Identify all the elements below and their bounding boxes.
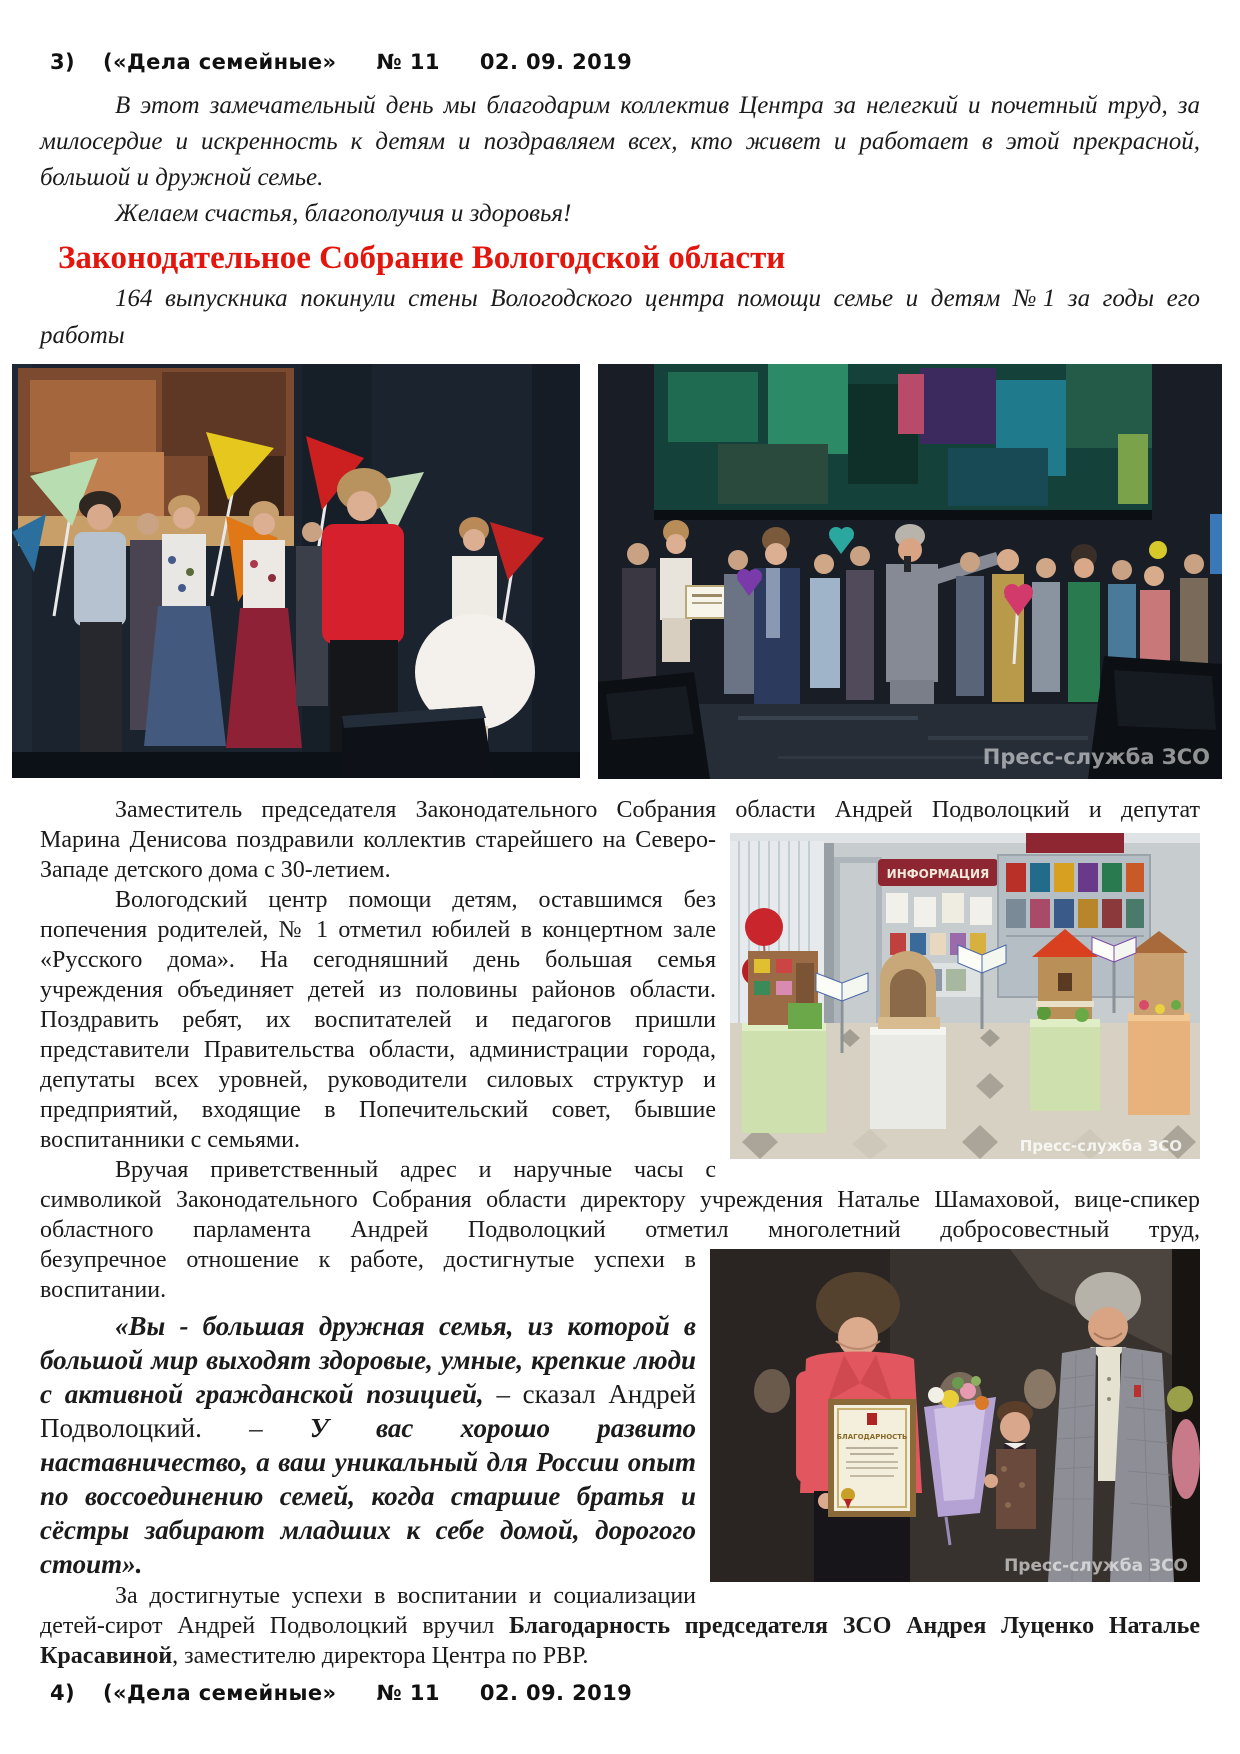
header-date: 02. 09. 2019 [479, 50, 633, 74]
paragraph-gratitude [40, 1581, 1200, 1671]
page-footer [50, 1681, 1200, 1705]
lead-paragraph: 164 выпускника покинули стены Вологодского центра помощи семье и детям №1 за годы его работы [40, 285, 1200, 349]
photo-stage-group [598, 364, 1222, 779]
intro-paragraph: В этот замечательный день мы благодарим коллектив Центра за нелегкий и почетный труд, за милосердие и искренность к детям и поздравляем всех, кто живет и работает в этой прекрасной, большой и дружной семье. [40, 92, 1200, 191]
photo-row [12, 364, 1228, 779]
pedestal-birdhouse [1030, 929, 1100, 1111]
gratitude-text-end: , заместителю директора Центра по РВР. [172, 1643, 589, 1669]
stage-monitor [342, 706, 494, 778]
photo-exhibition [730, 833, 1200, 1159]
gratitude-certificate [828, 1399, 916, 1517]
footer-gazette-title: («Дела семейные» [103, 1681, 337, 1705]
press-service-watermark: Пресс-служба ЗСО [982, 745, 1210, 769]
paragraph-award-watch-end-text: безупречное отношение к работе, достигнутые успехи в воспитании. [40, 1247, 696, 1303]
article-body [40, 795, 1200, 1671]
led-screen [654, 364, 1152, 520]
quote-part1: «Вы - большая дружная семья, из которой в большой мир выходят здоровые, умные, крепкие люди с активной гражданской позицией, [40, 1311, 696, 1409]
quote-attribution: – сказал Андрей Подволоцкий. – [40, 1379, 697, 1443]
paragraph-center-history: Вологодский центр помощи детям, оставшимся без попечения родителей, № 1 отметил юбилей в концертном зале «Русского дома». На сегодняшний день большая семья учреждения объединяет детей из половины районов области. Поздравить ребят, их воспитателей и педагогов пришли представители Правительства области, администрации города, депутаты всех уровней, руководители силовых структур и предприятий, входящие в Попечительский совет, бывшие воспитанники с семьями. [40, 887, 716, 1153]
pedestal-wooden-house [870, 951, 946, 1129]
article-heading: Законодательное Собрание Вологодской области [58, 240, 786, 276]
information-banner-label: ИНФОРМАЦИЯ [886, 867, 990, 881]
press-service-watermark: Пресс-служба ЗСО [1004, 1556, 1188, 1576]
footer-page-number: 4) [50, 1681, 76, 1705]
pedestal-orange [1128, 931, 1190, 1115]
gratitude-text-start: За достигнутые успехи в воспитании и социализации детей-сирот Андрей Подволоцкий вручил [40, 1583, 696, 1639]
page-header [50, 50, 1200, 74]
paragraph-greeting-line1: Заместитель председателя Законодательного Собрания области Андрей Подволоцкий и депутат [115, 797, 1200, 823]
header-issue-number: № 11 [376, 50, 440, 74]
upper-red-banner [1026, 833, 1124, 853]
photo-award [710, 1249, 1200, 1582]
footer-date: 02. 09. 2019 [479, 1681, 633, 1705]
header-page-number: 3) [50, 50, 76, 74]
paragraph-greeting-rest-text: Марина Денисова поздравили коллектив старейшего на Северо-Западе детского дома с 30-летием. [40, 827, 716, 883]
quote-part2: У вас хорошо развито наставничество, а ваш уникальный для России опыт по воссоединению семей, когда старшие братья и сёстры забирают младших к себе домой, дорогого стоит». [40, 1413, 696, 1579]
footer-issue-number: № 11 [376, 1681, 440, 1705]
gratitude-award-name: Благодарность председателя ЗСО Андрея Луценко Наталье Красавиной [40, 1613, 1201, 1669]
speaker-left [598, 672, 710, 779]
wish-paragraph: Желаем счастья, благополучия и здоровья! [115, 200, 572, 227]
paragraph-award-watch: Вручая приветственный адрес и наручные часы с символикой Законодательного Собрания области директору учреждения Наталье Шамаховой, вице-спикер областного парламента Андрей Подволоцкий отметил многолетний добросовестный труд, [40, 1157, 1200, 1243]
pedestal-dollhouse [742, 951, 826, 1133]
press-service-watermark: Пресс-служба ЗСО [1019, 1137, 1182, 1155]
certificate-title: БЛАГОДАРНОСТЬ [836, 1433, 908, 1441]
header-gazette-title: («Дела семейные» [103, 50, 337, 74]
boy-figure [74, 491, 126, 768]
photo-stage-children [12, 364, 580, 778]
